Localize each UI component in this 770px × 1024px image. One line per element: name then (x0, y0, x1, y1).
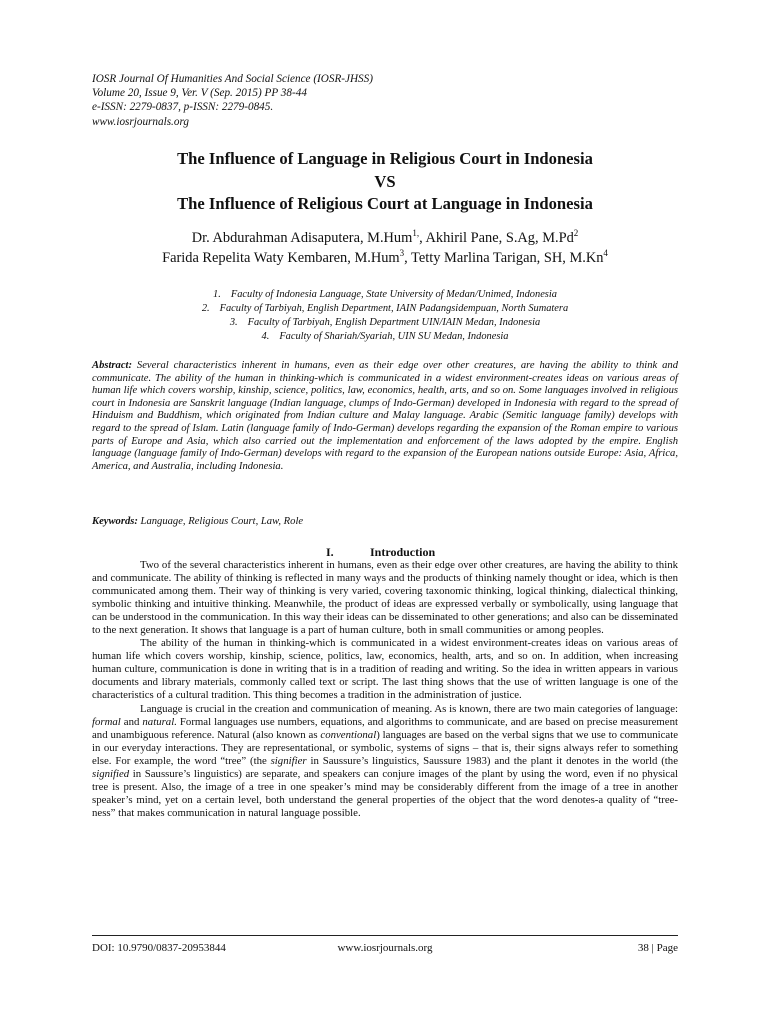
term-natural: natural. (142, 715, 177, 728)
journal-website: www.iosrjournals.org (92, 115, 189, 128)
affiliation-item (92, 288, 678, 302)
abstract-label: Abstract: (92, 360, 133, 371)
author-2-affil: 2 (573, 228, 579, 238)
title-line-1: The Influence of Language in Religious Court in Indonesia (177, 149, 593, 168)
text-run: ) languages are based on the verbal signs that we use to communicate in our everyday interactions. They are representational, or symbolic, systems of signs – that is, their signs always refer to something else. For example, the word “tree” (the (92, 728, 678, 767)
footer-website: www.iosrjournals.org (337, 942, 433, 954)
section-title: Introduction (370, 545, 436, 559)
text-run: Language is crucial in the creation and communication of meaning. As is known, there are two main categories of language: (140, 702, 678, 715)
journal-header (92, 72, 678, 129)
keywords (92, 515, 678, 528)
affiliation-item (92, 316, 678, 330)
affiliation-number: 1. (213, 289, 221, 300)
affiliation-number: 2. (201, 303, 210, 314)
author-2: , Akhiril Pane, S.Ag, M.Pd (419, 230, 574, 246)
journal-volume: Volume 20, Issue 9, Ver. V (Sep. 2015) PP 38-44 (92, 87, 307, 100)
paper-title (92, 148, 678, 216)
footer-doi: DOI: 10.9790/0837-20953844 (92, 942, 226, 954)
affiliation-text: Faculty of Tarbiyah, English Department UIN/IAIN Medan, Indonesia (247, 317, 541, 328)
paragraph-3 (92, 703, 678, 820)
term-signified: signified (92, 767, 130, 780)
title-line-2: VS (374, 171, 396, 191)
affiliation-number: 3. (229, 317, 238, 328)
paragraph-1: Two of the several characteristics inherent in humans, even as their edge over other creatures, are having the ability to think and communicate. The ability of thinking is reflected in many ways and the products of thinking namely thought or idea, which is then communicated among them. Their way of thinking is very varied, covering taxonomic thinking, logical thinking, dialectical thinking, symbolic thinking and intuitive thinking. Meanwhile, the product of ideas are expressed verbally or symbolically, using language that can be understood in the communication. In this way their ideas can be disseminated to other generations; and also can be disseminated to the next generation. It shows that language is a part of human culture, both in small communities or among peoples. (92, 559, 678, 637)
affiliation-text: Faculty of Shariah/Syariah, UIN SU Medan, Indonesia (279, 331, 509, 342)
journal-issn: e-ISSN: 2279-0837, p-ISSN: 2279-0845. (92, 101, 274, 114)
text-run: in Saussure’s linguistics) are separate, and speakers can conjure images of the plant by using the word, even if no physical tree is present. Also, the image of a tree in one speaker’s mind may be considerably different from the image of a tree in another speaker’s mind, yet on a certain level, both understand the general properties of the object that the word denotes-a quality of “tree-ness” that makes communication in natural language possible. (92, 767, 678, 819)
journal-name: IOSR Journal Of Humanities And Social Science (IOSR-JHSS) (92, 73, 373, 85)
keywords-label: Keywords: (92, 516, 138, 527)
affiliation-number: 4. (261, 331, 270, 342)
affiliation-text: Faculty of Tarbiyah, English Department, IAIN Padangsidempuan, North Sumatera (219, 303, 569, 314)
author-1: Dr. Abdurahman Adisaputera, M.Hum (191, 230, 413, 246)
affiliation-list (92, 288, 678, 344)
text-run: and (120, 715, 143, 728)
author-3-affil: 3 (399, 248, 405, 258)
term-formal: formal (92, 715, 121, 728)
author-1-affil: 1, (412, 228, 420, 238)
author-line-1 (92, 228, 678, 248)
paragraph-2: The ability of the human in thinking-which is communicated in a widest environment-creates ideas on various areas of human life which covers worship, kinship, science, politics, law, economics, health, arts, and so on. In addition, when increasing human culture, communication is done in writing that is in a tradition of reading and writing. So the idea in written appears in various documents and library materials, commonly called text or script. The last thing shows that the use of written language is one of the characteristics of a cultural tradition. This thing becomes a tradition in the administration of justice. (92, 637, 678, 702)
text-run: in Saussure’s linguistics, Saussure 1983) and the plant it denotes in the world (the (306, 754, 678, 767)
abstract-text: Several characteristics inherent in humans, even as their edge over other creatures, are having the ability to think and communicate. The ability of the human in thinking-which is communicated in a widest environment-creates ideas on various areas of human life which covers worship, kinship, science, politics, law, economics, health, arts, and so on. Some languages involved in religious court in Indonesia are Sanskrit language (Indian language, clumps of Indo-German) developed in Indonesia with regard to the spread of Hinduism and Buddhism, which originated from Indian culture and Malay language. Arabic (Semitic language family) develops with regard to the spread of Islam. Latin (language family of Indo-German) develops regarding the expansion of the Roman empire to various parts of Europe and Asia, which also carried out the implementation and enforcement of the laws adopted by the empire. English language (language family of Indo-German) develops with regard to the expansion of the European nations outside Europe: Asia, Africa, America, and Australia, including Indonesia. (92, 360, 678, 472)
footer-page-number: 38 | Page (637, 942, 678, 954)
footer-divider (92, 935, 678, 936)
author-4-affil: 4 (603, 248, 608, 258)
author-4: , Tetty Marlina Tarigan, SH, M.Kn (404, 250, 604, 266)
author-line-2 (92, 248, 678, 268)
term-signifier: signifier (270, 754, 307, 767)
keywords-text: Language, Religious Court, Law, Role (137, 516, 304, 527)
affiliation-text: Faculty of Indonesia Language, State University of Medan/Unimed, Indonesia (230, 289, 557, 300)
body-text (92, 559, 678, 820)
abstract (92, 360, 678, 473)
term-conventional: conventional (320, 728, 377, 741)
text-run: Formal languages use numbers, equations, and algorithms to communicate, and are based on precise measurement and unambiguous reference. Natural (also known as (92, 715, 678, 741)
title-line-3: The Influence of Religious Court at Language in Indonesia (177, 194, 593, 213)
author-list (92, 228, 678, 268)
paper-page (92, 0, 678, 1024)
author-3: Farida Repelita Waty Kembaren, M.Hum (162, 250, 400, 266)
section-number: I. (326, 545, 334, 559)
affiliation-item (92, 302, 678, 316)
affiliation-item (92, 330, 678, 344)
